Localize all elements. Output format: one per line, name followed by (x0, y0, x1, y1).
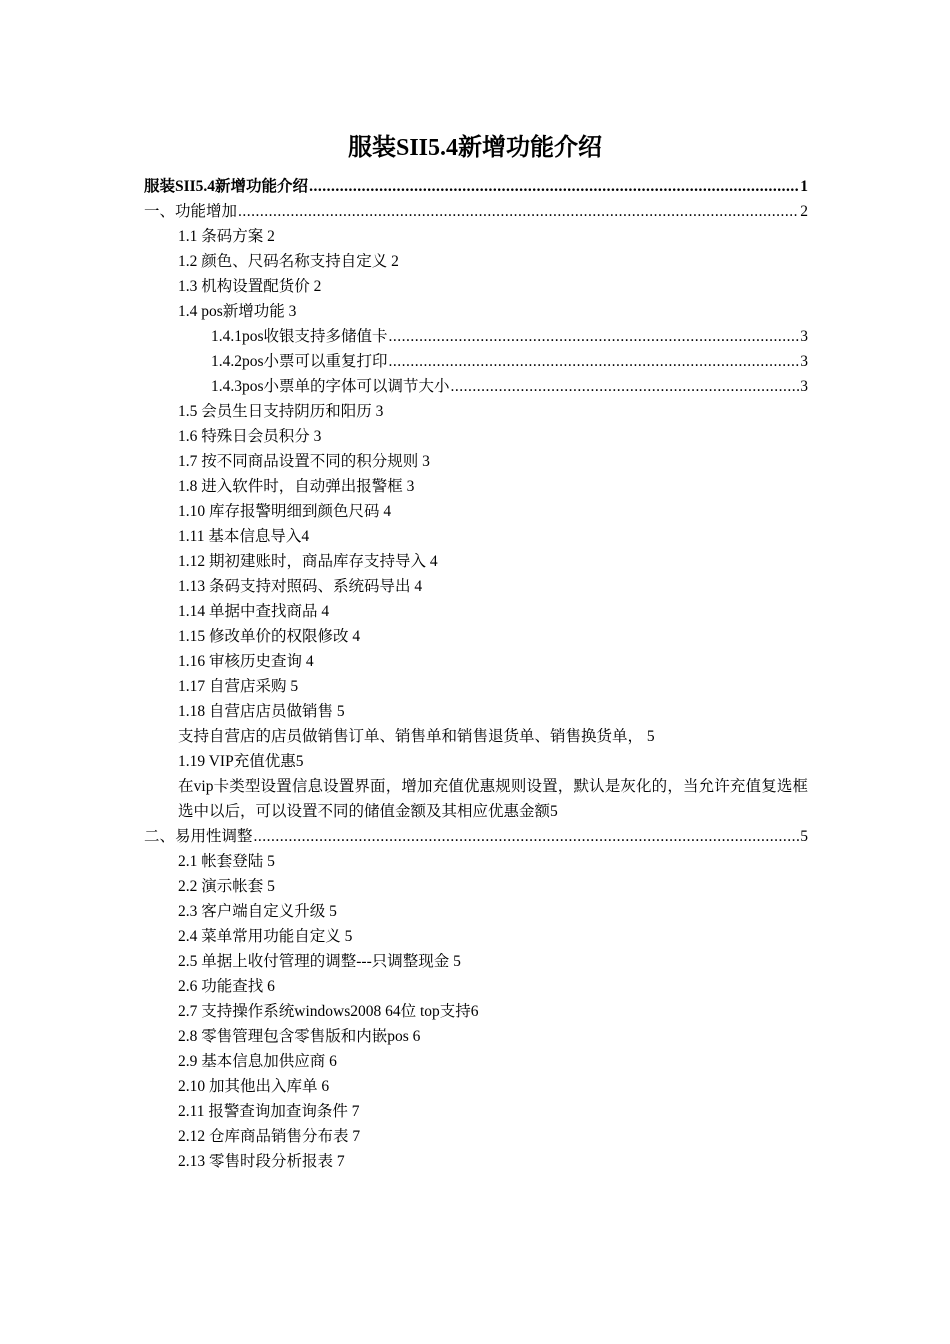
toc-entry[interactable]: 支持自营店的店员做销售订单、销售单和销售退货单、销售换货单， 5 (178, 728, 655, 745)
toc-entry-section-1[interactable]: 一、功能增加 ..... 2 (144, 199, 808, 224)
toc-entry[interactable]: 1.12 期初建账时，商品库存支持导入 4 (178, 553, 438, 570)
toc-subentry[interactable]: 1.4.2pos小票可以重复打印 ..... 3 (144, 349, 808, 374)
toc-entry[interactable]: 2.8 零售管理包含零售版和内嵌pos 6 (178, 1028, 421, 1045)
toc-entry[interactable]: 1.6 特殊日会员积分 3 (178, 428, 322, 445)
toc-entry[interactable]: 1.18 自营店店员做销售 5 (178, 703, 345, 720)
toc-entry[interactable]: 1.8 进入软件时，自动弹出报警框 3 (178, 478, 415, 495)
toc-entry[interactable]: 2.11 报警查询加查询条件 7 (178, 1103, 360, 1120)
toc-entry[interactable]: 1.2 颜色、尺码名称支持自定义 2 (178, 253, 399, 270)
toc-entry[interactable]: 2.5 单据上收付管理的调整---只调整现金 5 (178, 953, 461, 970)
toc-entry[interactable]: 1.13 条码支持对照码、系统码导出 4 (178, 578, 423, 595)
toc-entry[interactable]: 2.12 仓库商品销售分布表 7 (178, 1128, 361, 1145)
toc-entry[interactable]: 1.5 会员生日支持阴历和阳历 3 (178, 403, 384, 420)
toc-entry[interactable]: 2.10 加其他出入库单 6 (178, 1078, 330, 1095)
toc-entry[interactable]: 2.13 零售时段分析报表 7 (178, 1153, 345, 1170)
toc-entry[interactable]: 1.3 机构设置配货价 2 (178, 278, 322, 295)
toc-subentry[interactable]: 1.4.3pos小票单的字体可以调节大小 ..... 3 (144, 374, 808, 399)
toc-entry[interactable]: 2.9 基本信息加供应商 6 (178, 1053, 337, 1070)
toc-entry[interactable]: 2.1 帐套登陆 5 (178, 853, 275, 870)
toc-entry-paragraph[interactable]: 在vip卡类型设置信息设置界面，增加充值优惠规则设置，默认是灰化的，当允许充值复选框选中以后，可以设置不同的储值金额及其相应优惠金额5 (178, 778, 808, 820)
toc-entry[interactable]: 1.19 VIP充值优惠5 (178, 753, 304, 770)
toc-entry[interactable]: 2.4 菜单常用功能自定义 5 (178, 928, 353, 945)
toc-entry[interactable]: 2.6 功能查找 6 (178, 978, 275, 995)
toc-entry[interactable]: 1.1 条码方案 2 (178, 228, 275, 245)
toc-entry[interactable]: 1.11 基本信息导入4 (178, 528, 310, 545)
table-of-contents (144, 174, 808, 1174)
toc-entry[interactable]: 2.3 客户端自定义升级 5 (178, 903, 337, 920)
toc-entry[interactable]: 1.10 库存报警明细到颜色尺码 4 (178, 503, 392, 520)
page-title: 服装SII5.4新增功能介绍 (347, 135, 603, 161)
toc-entry[interactable]: 2.2 演示帐套 5 (178, 878, 275, 895)
toc-entry-section-2[interactable]: 二、易用性调整 ..... 5 (144, 824, 808, 849)
toc-entry-title[interactable]: 服装SII5.4新增功能介绍 ..... 1 (144, 174, 808, 199)
toc-entry[interactable]: 2.7 支持操作系统windows2008 64位 top支持6 (178, 1003, 479, 1020)
toc-entry[interactable]: 1.15 修改单价的权限修改 4 (178, 628, 361, 645)
toc-entry[interactable]: 1.17 自营店采购 5 (178, 678, 299, 695)
toc-subentry[interactable]: 1.4.1pos收银支持多储值卡 ..... 3 (144, 324, 808, 349)
toc-entry[interactable]: 1.14 单据中查找商品 4 (178, 603, 330, 620)
toc-entry[interactable]: 1.7 按不同商品设置不同的积分规则 3 (178, 453, 430, 470)
toc-entry[interactable]: 1.4 pos新增功能 3 (178, 303, 297, 320)
toc-entry[interactable]: 1.16 审核历史查询 4 (178, 653, 314, 670)
